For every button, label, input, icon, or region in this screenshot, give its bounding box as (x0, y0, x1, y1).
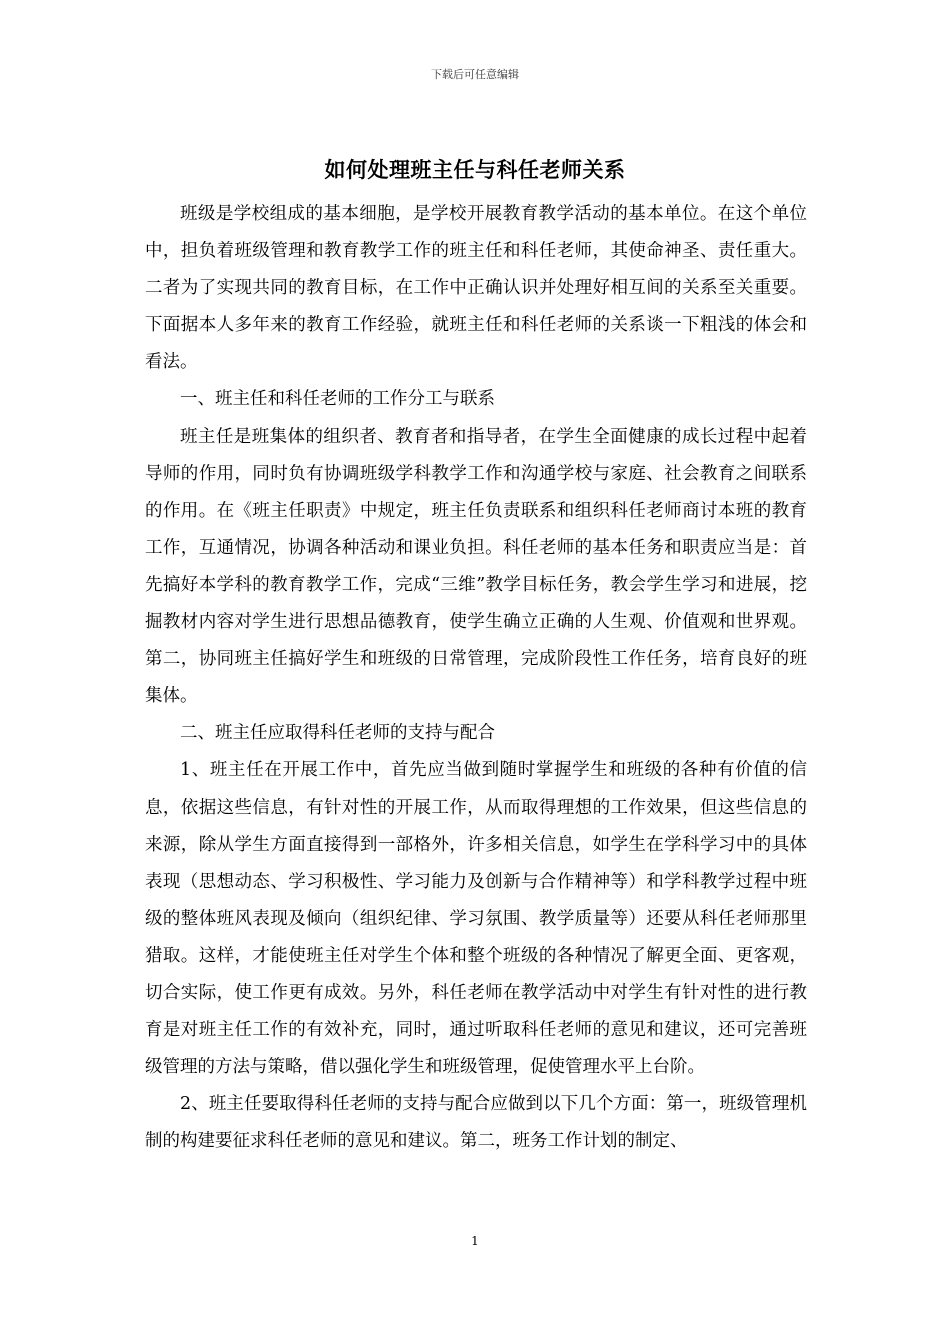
paragraph-point-2: 2、班主任要取得科任老师的支持与配合应做到以下几个方面：第一，班级管理机制的构建要征求科任老师的意见和建议。第二，班务工作计划的制定、 (145, 1094, 807, 1152)
page-number: 1 (471, 1234, 479, 1248)
page-header: 下载后可任意编辑 (431, 68, 519, 81)
document-body (145, 196, 807, 1160)
paragraph-point-1: 1、班主任在开展工作中，首先应当做到随时掌握学生和班级的各种有价值的信息，依据这些信息，有针对性的开展工作，从而取得理想的工作效果，但这些信息的来源，除从学生方面直接得到一部格外，许多相关信息，如学生在学科学习中的具体表现（思想动态、学习积极性、学习能力及创新与合作精神等）和学科教学过程中班级的整体班风表现及倾向（组织纪律、学习氛围、教学质量等）还要从科任老师那里猎取。这样，才能使班主任对学生个体和整个班级的各种情况了解更全面、更客观，切合实际，使工作更有成效。另外，科任老师在教学活动中对学生有针对性的进行教育是对班主任工作的有效补充，同时，通过听取科任老师的意见和建议，还可完善班级管理的方法与策略，借以强化学生和班级管理，促使管理水平上台阶。 (145, 760, 807, 1078)
paragraph-intro: 班级是学校组成的基本细胞，是学校开展教育教学活动的基本单位。在这个单位中，担负着班级管理和教育教学工作的班主任和科任老师，其使命神圣、责任重大。二者为了实现共同的教育目标，在工作中正确认识并处理好相互间的关系至关重要。下面据本人多年来的教育工作经验，就班主任和科任老师的关系谈一下粗浅的体会和看法。 (145, 204, 807, 373)
section-heading-1: 一、班主任和科任老师的工作分工与联系 (180, 389, 495, 410)
document-title: 如何处理班主任与科任老师关系 (324, 157, 626, 182)
paragraph-division-of-work: 班主任是班集体的组织者、教育者和指导者，在学生全面健康的成长过程中起着导师的作用，同时负有协调班级学科教学工作和沟通学校与家庭、社会教育之间联系的作用。在《班主任职责》中规定，班主任负责联系和组织科任老师商讨本班的教育工作，互通情况，协调各种活动和课业负担。科任老师的基本任务和职责应当是：首先搞好本学科的教育教学工作，完成“三维”教学目标任务，教会学生学习和进展，挖掘教材内容对学生进行思想品德教育，使学生确立正确的人生观、价值观和世界观。第二，协同班主任搞好学生和班级的日常管理，完成阶段性工作任务，培育良好的班集体。 (145, 426, 807, 707)
section-heading-2: 二、班主任应取得科任老师的支持与配合 (180, 723, 495, 744)
